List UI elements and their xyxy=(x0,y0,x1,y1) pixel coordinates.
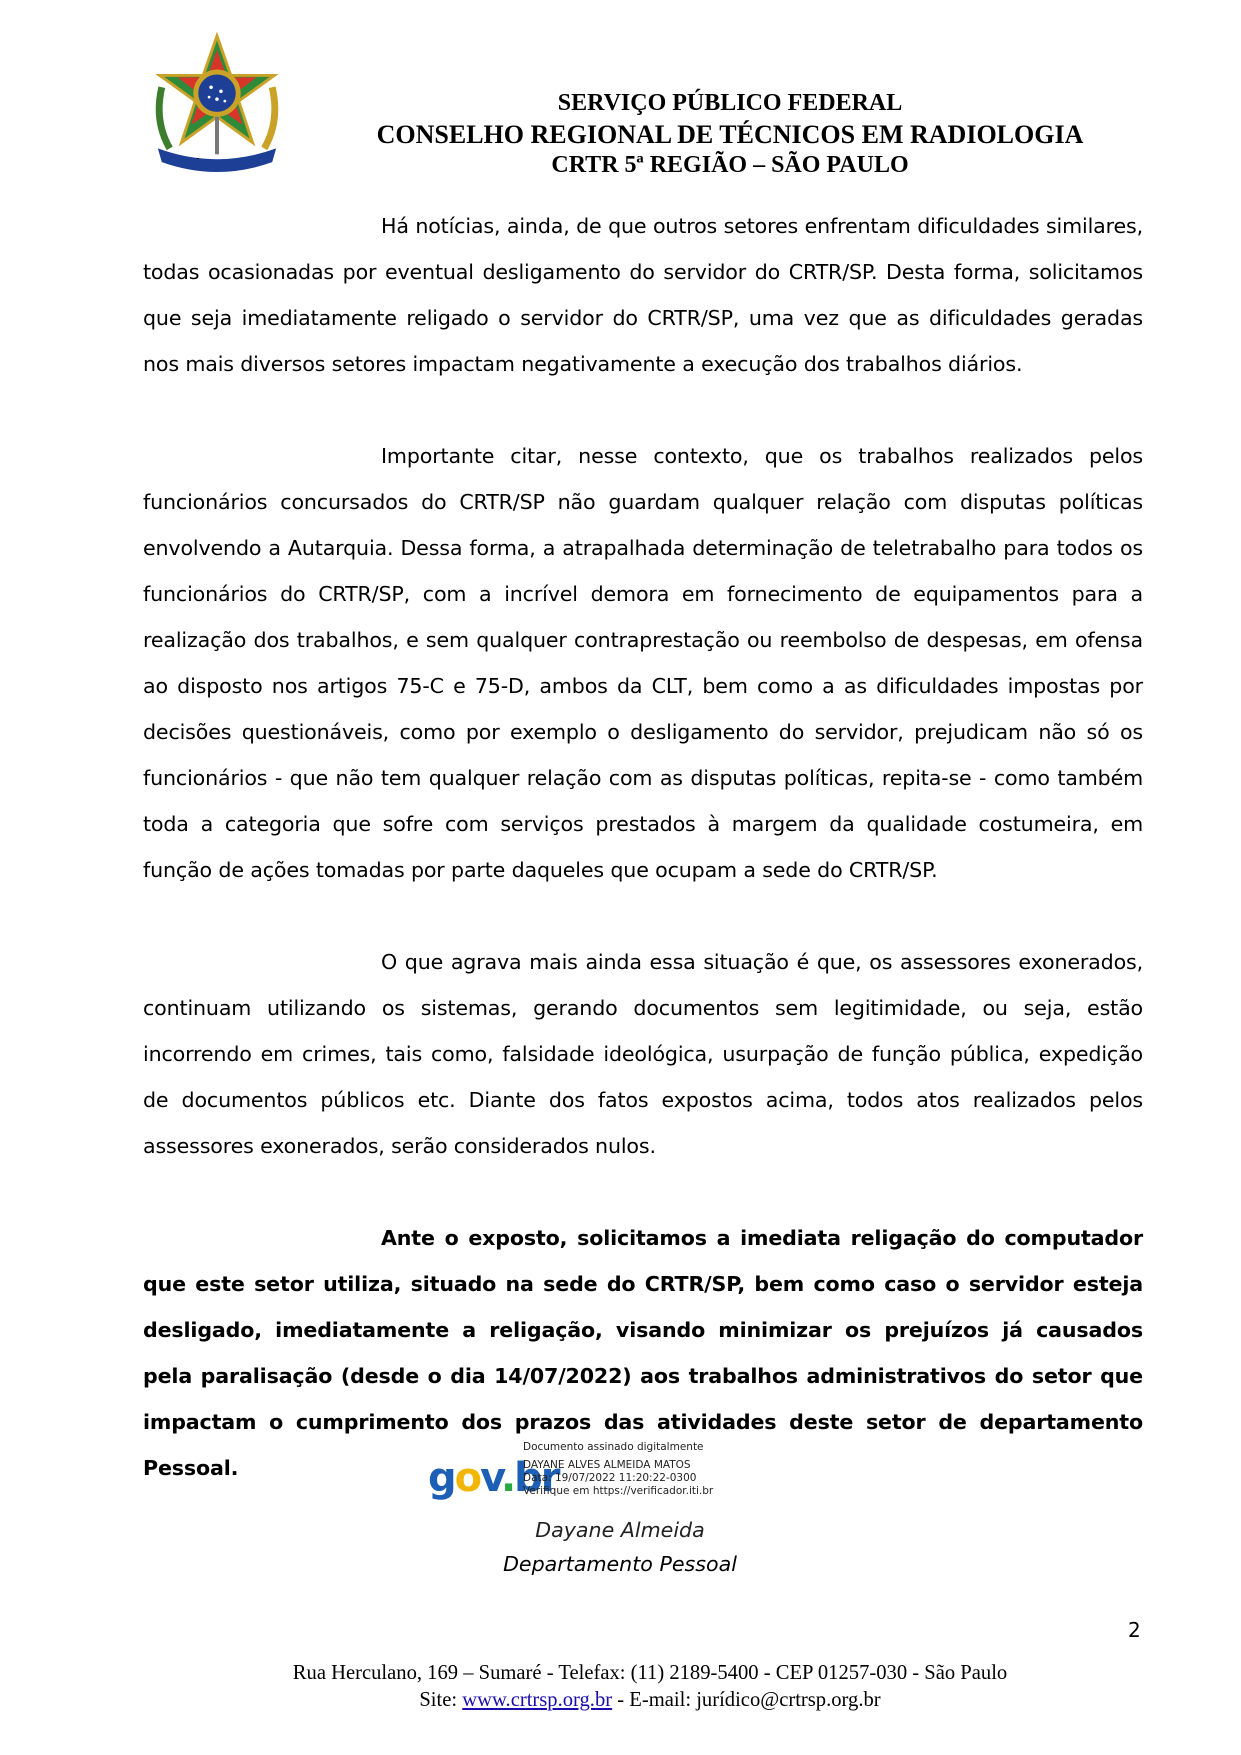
stamp-line-2: DAYANE ALVES ALMEIDA MATOS xyxy=(523,1459,691,1471)
stamp-line-1: Documento assinado digitalmente xyxy=(523,1441,704,1453)
emblem-ribbon-text xyxy=(162,158,272,159)
footer-contact xyxy=(150,1687,1150,1714)
signature-stamp-text xyxy=(523,1441,713,1498)
body-paragraph-2: Importante citar, nesse contexto, que os trabalhos realizados pelos funcionários concursados do CRTR/SP não guardam qualquer relação com disputas políticas envolvendo a Autarquia. Dessa forma, a atrapalhada determinação de teletrabalho para todos os funcionários do CRTR/SP, com a incrível demora em fornecimento de equipamentos para a realização dos trabalhos, e sem qualquer contraprestação ou reembolso de despesas, em ofensa ao disposto nos artigos 75-C e 75-D, ambos da CLT, bem como a as dificuldades impostas por decisões questionáveis, como por exemplo o desligamento do servidor, prejudicam não só os funcionários - que não tem qualquer relação com as disputas políticas, repita-se - como também toda a categoria que sofre com serviços prestados à margem da qualidade costumeira, em função de ações tomadas por parte daqueles que ocupam a sede do CRTR/SP. xyxy=(143,444,1143,882)
header-line-3: CRTR 5ª REGIÃO – SÃO PAULO xyxy=(551,152,909,178)
body-paragraph-3: O que agrava mais ainda essa situação é que, os assessores exonerados, continuam utilizando os sistemas, gerando documentos sem legitimidade, ou seja, estão incorrendo em crimes, tais como, falsidade ideológica, usurpação de função pública, expedição de documentos públicos etc. Diante dos fatos expostos acima, todos atos realizados pelos assessores exonerados, serão considerados nulos. xyxy=(143,950,1143,1158)
body-paragraph-4: Ante o exposto, solicitamos a imediata religação do computador que este setor utiliza, situado na sede do CRTR/SP, bem como caso o servidor esteja desligado, imediatamente a religação, visando minimizar os prejuízos já causados pela paralisação (desde o dia 14/07/2022) aos trabalhos administrativos do setor que impactam o cumprimento dos prazos das atividades deste setor de departamento Pessoal. xyxy=(143,1226,1143,1480)
signer-name: Dayane Almeida xyxy=(535,1518,705,1542)
digital-signature-stamp xyxy=(428,1435,738,1515)
document-header xyxy=(330,88,1130,181)
footer-site-prefix: Site: xyxy=(419,1689,463,1711)
signer-department: Departamento Pessoal xyxy=(503,1552,737,1576)
stamp-line-4: Verifique em https://verificador.iti.br xyxy=(523,1485,714,1497)
footer-address: Rua Herculano, 169 – Sumaré - Telefax: (11) 2189-5400 - CEP 01257-030 - São Paulo xyxy=(292,1662,1008,1684)
page-number: 2 xyxy=(1128,1618,1141,1642)
document-body xyxy=(143,203,1143,1537)
header-line-2: CONSELHO REGIONAL DE TÉCNICOS EM RADIOLOGIA xyxy=(376,120,1084,149)
body-paragraph-1: Há notícias, ainda, de que outros setores enfrentam dificuldades similares, todas ocasionadas por eventual desligamento do servidor do CRTR/SP. Desta forma, solicitamos que seja imediatamente religado o servidor do CRTR/SP, uma vez que as dificuldades geradas nos mais diversos setores impactam negativamente a execução dos trabalhos diários. xyxy=(143,214,1143,376)
header-line-1: SERVIÇO PÚBLICO FEDERAL xyxy=(557,90,903,116)
stamp-line-3: Data: 19/07/2022 11:20:22-0300 xyxy=(523,1472,697,1484)
footer-email: - E-mail: jurídico@crtrsp.org.br xyxy=(612,1689,881,1711)
footer-site-link[interactable]: www.crtrsp.org.br xyxy=(462,1689,613,1711)
govbr-logo: gov.br xyxy=(428,1455,559,1501)
document-footer xyxy=(150,1660,1150,1714)
